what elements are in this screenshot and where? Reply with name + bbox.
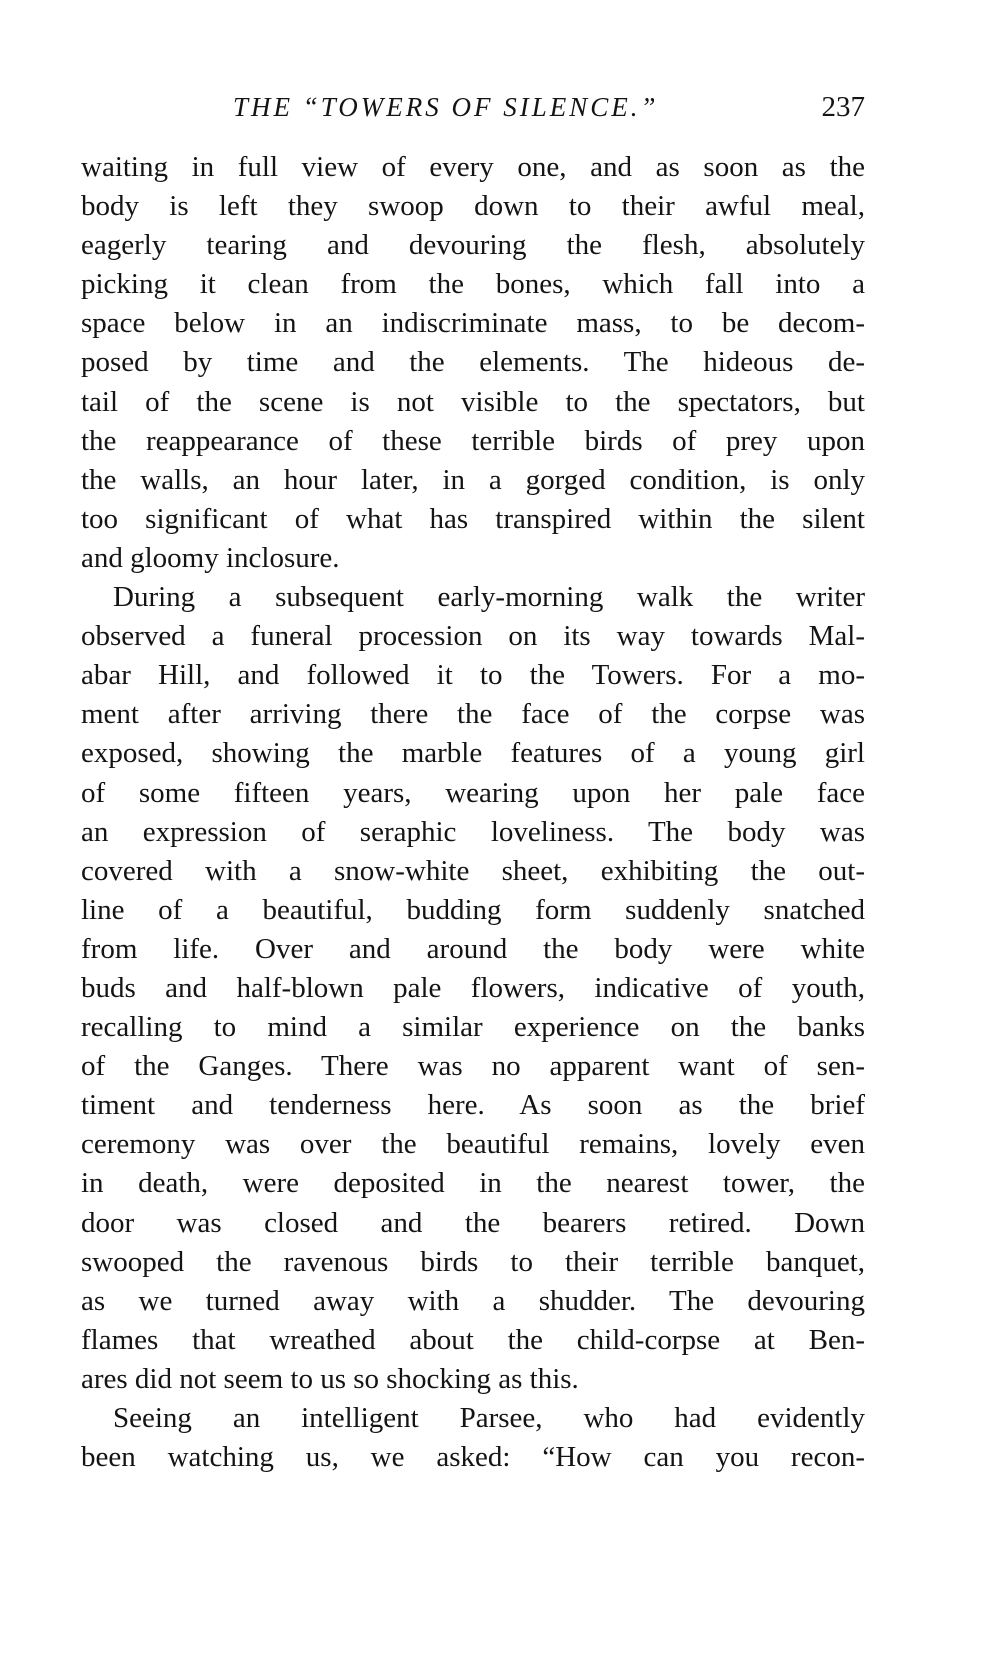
text-line: the walls, an hour later, in a gorged condition, is only bbox=[81, 463, 865, 496]
text-line: been watching us, we asked: “How can you recon- bbox=[81, 1441, 865, 1474]
text-line: an expression of seraphic loveliness. The body was bbox=[81, 815, 865, 848]
text-line: the reappearance of these terrible birds of prey upon bbox=[81, 424, 865, 457]
text-line: picking it clean from the bones, which fall into a bbox=[81, 268, 865, 301]
text-line: waiting in full view of every one, and as soon as the bbox=[81, 151, 865, 183]
text-line: recalling to mind a similar experience on the banks bbox=[81, 1011, 865, 1044]
text-line: timent and tenderness here. As soon as the brief bbox=[81, 1089, 865, 1122]
text-line: ceremony was over the beautiful remains, lovely even bbox=[81, 1128, 865, 1161]
body-text bbox=[81, 148, 865, 1477]
text-line: flames that wreathed about the child-corpse at Ben- bbox=[81, 1323, 865, 1356]
text-line: of the Ganges. There was no apparent want of sen- bbox=[81, 1050, 865, 1083]
running-title: THE “TOWERS OF SILENCE.” bbox=[233, 92, 659, 122]
text-line: ares did not seem to us so shocking as this. bbox=[81, 1362, 579, 1395]
text-line: posed by time and the elements. The hideous de- bbox=[81, 346, 865, 379]
paragraph-1 bbox=[81, 148, 865, 578]
running-head bbox=[81, 84, 865, 130]
text-line: ment after arriving there the face of the corpse was bbox=[81, 698, 865, 731]
text-line: buds and half-blown pale flowers, indicative of youth, bbox=[81, 971, 865, 1004]
page-number: 237 bbox=[821, 91, 865, 123]
text-line: door was closed and the bearers retired. Down bbox=[81, 1206, 865, 1239]
text-line: During a subsequent early-morning walk the writer bbox=[113, 581, 865, 614]
text-line: exposed, showing the marble features of a young girl bbox=[81, 737, 865, 770]
text-line: Seeing an intelligent Parsee, who had evidently bbox=[113, 1402, 865, 1434]
paragraph-3 bbox=[81, 1399, 865, 1477]
text-line: from life. Over and around the body were white bbox=[81, 932, 865, 965]
text-line: and gloomy inclosure. bbox=[81, 541, 340, 574]
text-line: body is left they swoop down to their awful meal, bbox=[81, 190, 865, 223]
text-line: space below in an indiscriminate mass, to be decom- bbox=[81, 307, 865, 340]
text-line: observed a funeral procession on its way towards Mal- bbox=[81, 620, 865, 653]
text-line: as we turned away with a shudder. The devouring bbox=[81, 1284, 865, 1317]
text-line: abar Hill, and followed it to the Towers. For a mo- bbox=[81, 659, 865, 692]
text-line: covered with a snow-white sheet, exhibiting the out- bbox=[81, 854, 865, 887]
text-line: of some fifteen years, wearing upon her pale face bbox=[81, 776, 865, 809]
text-line: too significant of what has transpired within the silent bbox=[81, 502, 865, 535]
text-line: in death, were deposited in the nearest tower, the bbox=[81, 1167, 865, 1200]
text-line: swooped the ravenous birds to their terrible banquet, bbox=[81, 1245, 865, 1278]
text-line: eagerly tearing and devouring the flesh, absolutely bbox=[81, 229, 865, 262]
text-line: tail of the scene is not visible to the spectators, but bbox=[81, 385, 865, 418]
text-line: line of a beautiful, budding form suddenly snatched bbox=[81, 893, 865, 926]
paragraph-2 bbox=[81, 578, 865, 1399]
